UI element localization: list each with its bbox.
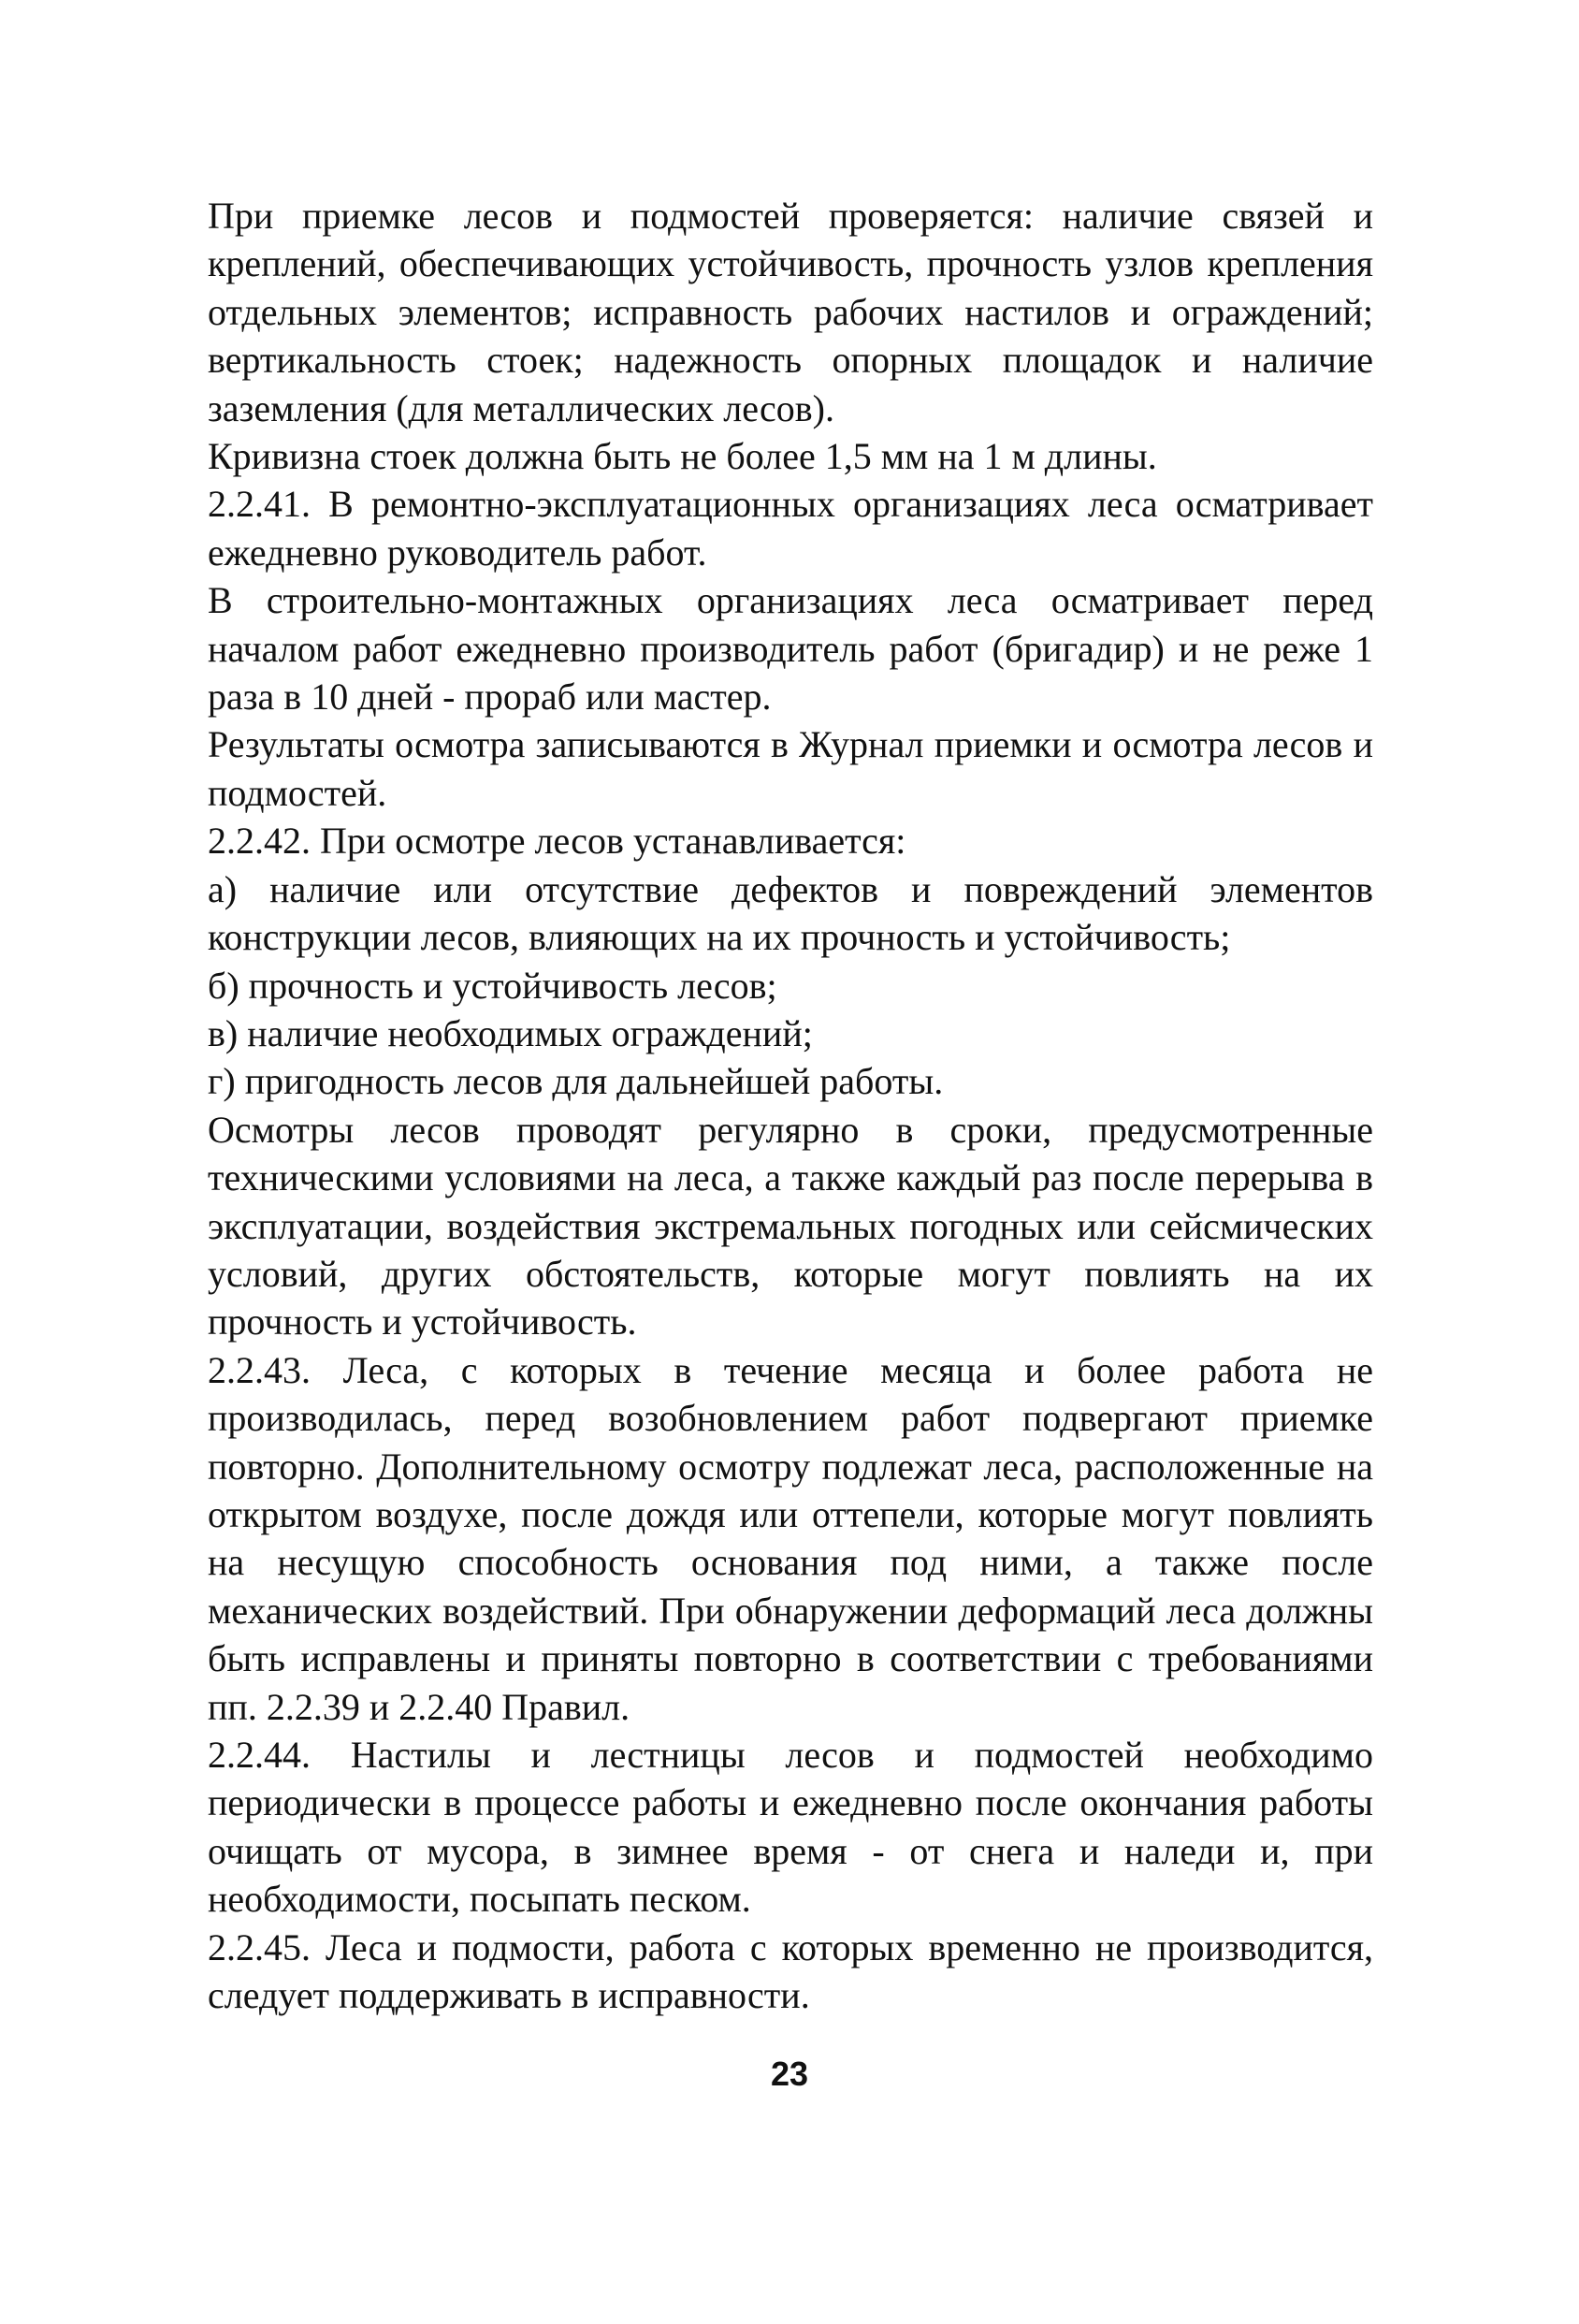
paragraph-2-2-44: 2.2.44. Настилы и лестницы лесов и подмостей необходимо периодически в процессе работы и ежедневно после окончания работы очищать от мусора, в зимнее время - от снега и наледи и, при необходимости, посыпать песком. (208, 1734, 1373, 1921)
paragraph-regular-inspections: Осмотры лесов проводят регулярно в сроки, предусмотренные техническими условиями на леса, а также каждый раз после перерыва в эксплуатации, воздействия экстремальных погодных или сейсмических условий, других обстоятельств, которые могут повлиять на их прочность и устойчивость. (208, 1108, 1373, 1344)
paragraph-construction-orgs: В строительно-монтажных организациях леса осматривает перед началом работ ежедневно производитель работ (бригадир) и не реже 1 раза в 10 дней - прораб или мастер. (208, 579, 1373, 719)
paragraph-2-2-45: 2.2.45. Леса и подмости, работа с которых временно не производится, следует поддерживать в исправности. (208, 1925, 1373, 2017)
paragraph-2-2-43: 2.2.43. Леса, с которых в течение месяца и более работа не производилась, перед возобновлением работ подвергают приемке повторно. Дополнительному осмотру подлежат леса, расположенные на открытом воздухе, после дождя или оттепели, которые могут повлиять на несущую способность основания под ними, а также после механических воздействий. При обнаружении деформаций леса должны быть исправлены и приняты повторно в соответствии с требованиями пп. 2.2.39 и 2.2.40 Правил. (208, 1348, 1373, 1728)
list-item-a: а) наличие или отсутствие дефектов и повреждений элементов конструкции лесов, влияющих на их прочность и устойчивость; (208, 867, 1373, 959)
paragraph-2-2-42: 2.2.42. При осмотре лесов устанавливается: (208, 820, 906, 863)
body-text (208, 192, 1373, 2019)
paragraph-curvature: Кривизна стоек должна быть не более 1,5 мм на 1 м длины. (208, 435, 1157, 478)
page-number: 23 (770, 2055, 809, 2093)
list-item-g: г) пригодность лесов для дальнейшей работы. (208, 1060, 944, 1103)
list-item-v: в) наличие необходимых ограждений; (208, 1011, 813, 1054)
list-item-b: б) прочность и устойчивость лесов; (208, 964, 777, 1007)
paragraph-2-2-41: 2.2.41. В ремонтно-эксплуатационных организациях леса осматривает ежедневно руководитель работ. (208, 483, 1373, 574)
paragraph-results-journal: Результаты осмотра записываются в Журнал приемки и осмотра лесов и подмостей. (208, 723, 1373, 814)
paragraph-inspection-checks: При приемке лесов и подмостей проверяется: наличие связей и креплений, обеспечивающих устойчивость, прочность узлов крепления отдельных элементов; исправность рабочих настилов и ограждений; вертикальность стоек; надежность опорных площадок и наличие заземления (для металлических лесов). (208, 195, 1373, 429)
